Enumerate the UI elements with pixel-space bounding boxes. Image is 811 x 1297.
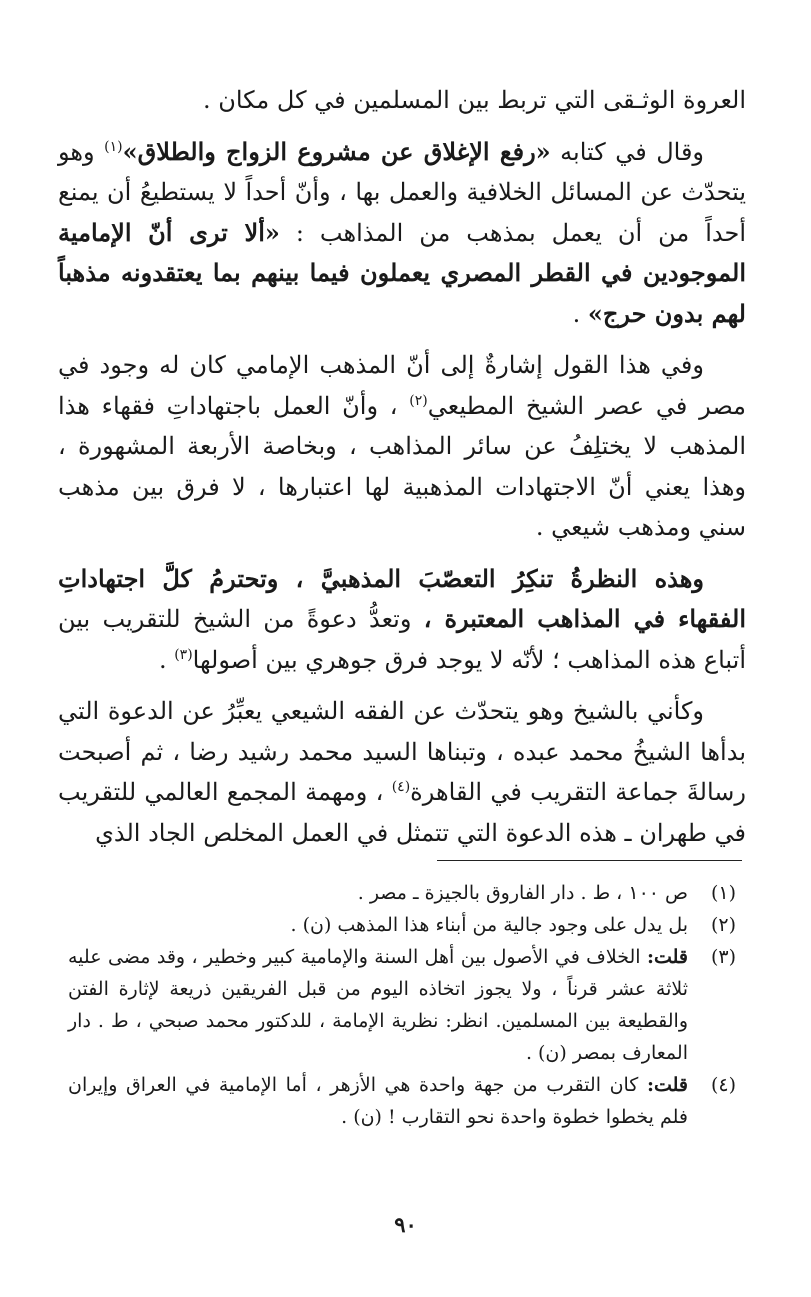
paragraph-4-bold-2: وتحترمُ كلَّ اجتهاداتِ الفقهاء في المذاهب المعتبرة ، [58, 563, 746, 633]
paragraph-1-text: العروة الوثـقى التي تربط بين المسلمين في كل مكان . [202, 86, 746, 114]
book-title: «رفع الإغلاق عن مشروع الزواج والطلاق» [122, 136, 551, 166]
footnote-2 [68, 909, 736, 941]
footnote-label: قلت: [646, 946, 688, 968]
page-number: ٩٠ [394, 1212, 417, 1237]
footnote-1 [68, 877, 736, 909]
footnote-text [68, 1069, 688, 1133]
footnote-ref-4: (٤) [391, 779, 411, 795]
footnote-text [68, 909, 688, 941]
paragraph-4 [58, 559, 746, 681]
footnote-4 [68, 1069, 736, 1133]
footnote-divider [437, 860, 742, 861]
paragraph-3 [58, 345, 746, 548]
paragraph-1 [58, 80, 746, 121]
footnote-number: (٤) [710, 1074, 736, 1096]
footnotes [68, 877, 736, 1133]
footnote-number: (٣) [710, 946, 736, 968]
paragraph-2-body: وهو يتحدّث عن المسائل الخلافية والعمل بها ، وأنّ أحداً لا يستطيعُ أن يمنع أحداً من أن يعمل بمذهب من المذاهب : [58, 137, 746, 247]
footnote-body: الخلاف في الأصول بين أهل السنة والإمامية كبير وخطير ، وقد مضى عليه ثلاثة عشر قرناً ، ولا يجوز اتخاذه اليوم من قبل الفريقين ذريعة لإثارة الفتن والقطيعة بين المسلمين. انظر: نظرية الإمامة ، للدكتور محمد صبحي ، ط . دار المعارف بمصر (ن) . [68, 946, 688, 1064]
footnote-number: (١) [710, 882, 736, 904]
footnote-number: (٢) [710, 914, 736, 936]
footnote-ref-3: (٣) [174, 646, 193, 663]
quotation: «ألا ترى أنّ الإمامية الموجودين في القطر المصري يعملون فيما بينهم بما يعتقدونه مذهباً لهم بدون حرج» [58, 217, 747, 328]
paragraph-2-end: . [572, 299, 588, 328]
paragraph-2-intro: وقال في كتابه [550, 137, 705, 166]
footnote-3 [68, 941, 736, 1069]
footnote-body: ص ١٠٠ ، ط . دار الفاروق بالجيزة ـ مصر . [357, 882, 688, 904]
paragraph-5-intro: وكأني بالشيخ وهو يتحدّث عن الفقه الشيعي يعبِّرُ عن الدعوة التي بدأها الشيخُ محمد عبده ، وتبناها السيد محمد رشيد رضا ، ثم أصبحت رسالةَ جماعة التقريب في القاهرة [58, 697, 746, 806]
paragraph-4-end: . [158, 645, 175, 674]
paragraph-5 [58, 691, 746, 853]
footnote-body: بل يدل على وجود جالية من أبناء هذا المذهب (ن) . [290, 914, 688, 936]
paragraph-3-body: ، وأنّ العمل باجتهاداتِ فقهاء هذا المذهب لا يختلِفُ عن سائر المذاهب ، وبخاصة الأربعة المشهورة ، وهذا يعني أنّ الاجتهادات المذهبية لها اعتبارها ، لا فرق بين مذهب سني ومذهب شيعي . [58, 391, 746, 541]
footnote-body: كان التقرب من جهة واحدة هي الأزهر ، أما الإمامية في العراق وإيران فلم يخطوا خطوة واحدة نحو التقارب ! (ن) . [68, 1074, 688, 1128]
footnote-ref-1: (١) [104, 138, 123, 155]
paragraph-3-intro: وفي هذا القول إشارةٌ إلى أنّ المذهب الإمامي كان له وجود في مصر في عصر الشيخ المطيعي [58, 351, 746, 420]
paragraph-2 [58, 132, 746, 335]
footnote-ref-2: (٢) [409, 392, 428, 409]
footnote-text [68, 941, 688, 1069]
main-text [58, 80, 746, 856]
footnote-label: قلت: [646, 1074, 688, 1096]
footnote-text [68, 877, 688, 909]
paragraph-4-bold-1: وهذه النظرةُ تنكِرُ التعصّبَ المذهبيَّ ، [295, 563, 704, 593]
paragraph-5-body: ، ومهمة المجمع العالمي للتقريب في طهران ـ هذه الدعوة التي تتمثل في العمل المخلص الجاد الذي [58, 778, 746, 847]
paragraph-4-body: وتعدُّ دعوةً من الشيخ للتقريب بين أتباع هذه المذاهب ؛ لأنّه لا يوجد فرق جوهري بين أصولها [58, 605, 746, 674]
